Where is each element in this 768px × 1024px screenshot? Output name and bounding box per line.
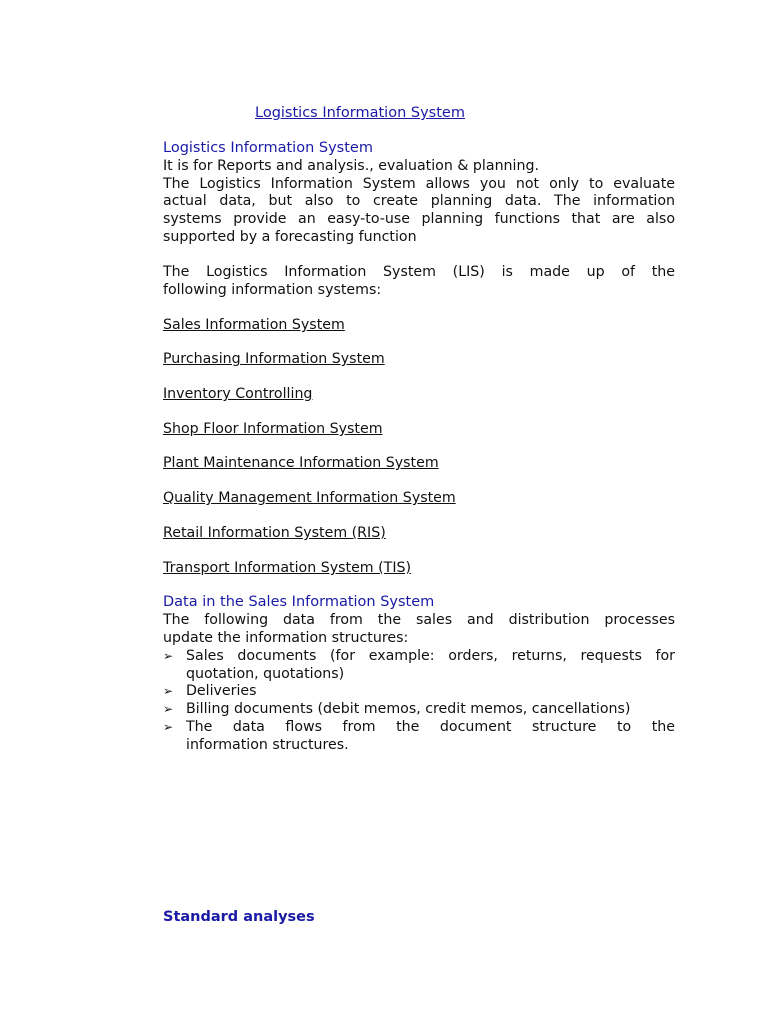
lis-line: following information systems: <box>163 281 382 298</box>
bullet-item <box>163 719 675 754</box>
bullet-line: The data flows from the document structure to the <box>186 718 675 735</box>
lis-line: The Logistics Information System (LIS) is made up of the <box>163 264 675 280</box>
bullet-line: information structures. <box>186 736 349 753</box>
link-quality-management-information-system[interactable]: Quality Management Information System <box>163 490 456 506</box>
link-inventory-controlling[interactable]: Inventory Controlling <box>163 386 313 402</box>
para-line: The Logistics Information System allows you not only to evaluate <box>163 175 675 192</box>
bullet-line: Billing documents (debit memos, credit memos, cancellations) <box>186 701 631 718</box>
document-title-link[interactable]: Logistics Information System <box>255 105 465 121</box>
para-line: systems provide an easy-to-use planning functions that are also <box>163 211 675 228</box>
lis-paragraph <box>163 264 675 299</box>
para-line: supported by a forecasting function <box>163 228 417 245</box>
link-plant-maintenance-information-system[interactable]: Plant Maintenance Information System <box>163 455 439 471</box>
sales-data-bullet-list <box>163 648 675 754</box>
bullet-item <box>163 701 675 719</box>
bullet-line: Sales documents (for example: orders, returns, requests for <box>186 648 675 664</box>
bullet-line: quotation, quotations) <box>186 665 345 682</box>
link-sales-information-system[interactable]: Sales Information System <box>163 317 345 333</box>
bullet-item <box>163 683 675 701</box>
section-heading-standard-analyses: Standard analyses <box>163 909 315 925</box>
link-purchasing-information-system[interactable]: Purchasing Information System <box>163 351 385 367</box>
para-line: actual data, but also to create planning data. The information <box>163 193 675 210</box>
bullet-item <box>163 648 675 683</box>
arrow-bullet-icon: ➢ <box>163 684 174 699</box>
link-retail-information-system[interactable]: Retail Information System (RIS) <box>163 525 386 541</box>
sales-para-line: update the information structures: <box>163 629 409 646</box>
intro-paragraph <box>163 158 675 247</box>
arrow-bullet-icon: ➢ <box>163 719 174 734</box>
intro-line: It is for Reports and analysis., evaluation & planning. <box>163 158 540 174</box>
arrow-bullet-icon: ➢ <box>163 649 174 663</box>
section-heading-logistics: Logistics Information System <box>163 140 373 156</box>
arrow-bullet-icon: ➢ <box>163 702 174 717</box>
section-heading-sales-data: Data in the Sales Information System <box>163 594 435 610</box>
sales-data-paragraph <box>163 612 675 647</box>
bullet-line: Deliveries <box>186 683 257 700</box>
link-transport-information-system[interactable]: Transport Information System (TIS) <box>163 560 412 576</box>
link-shop-floor-information-system[interactable]: Shop Floor Information System <box>163 421 383 437</box>
sales-para-line: The following data from the sales and distribution processes <box>163 612 675 628</box>
